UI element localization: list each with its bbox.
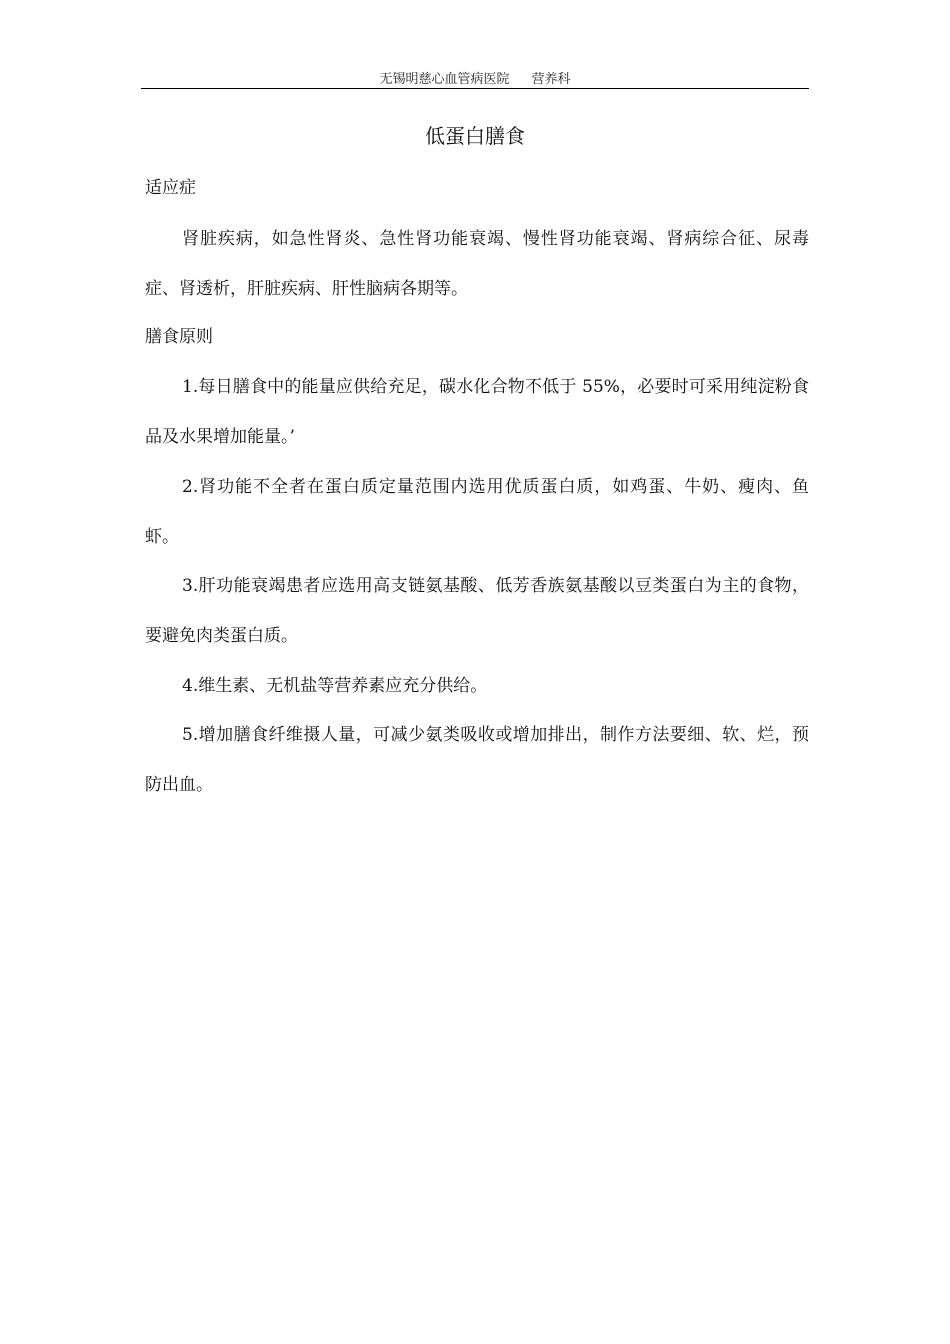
page-header <box>141 70 809 90</box>
hospital-name: 无锡明慈心血管病医院 <box>379 72 510 87</box>
department-name: 营养科 <box>531 72 571 87</box>
principle-item-4: 4.维生素、无机盐等营养素应充分供给。 <box>182 676 488 696</box>
principles-heading: 膳食原则 <box>145 327 213 347</box>
principle-item-2: 2.肾功能不全者在蛋白质定量范围内选用优质蛋白质，如鸡蛋、牛奶、瘦肉、鱼虾。 <box>145 477 809 547</box>
document-title: 低蛋白膳食 <box>425 124 525 148</box>
indications-heading: 适应症 <box>145 178 196 198</box>
principle-item-5: 5.增加膳食纤维摄人量，可减少氨类吸收或增加排出，制作方法要细、软、烂，预防出血。 <box>145 725 809 795</box>
principle-item-3: 3.肝功能衰竭患者应选用高支链氨基酸、低芳香族氨基酸以豆类蛋白为主的食物， 要避免肉类蛋白质。 <box>145 576 809 646</box>
principle-item-1: 1.每日膳食中的能量应供给充足，碳水化合物不低于 55%，必要时可采用纯淀粉食品及水果增加能量。’ <box>145 377 809 447</box>
header-divider <box>141 88 809 89</box>
indications-text: 肾脏疾病，如急性肾炎、急性肾功能衰竭、慢性肾功能衰竭、肾病综合征、尿毒症、肾透析，肝脏疾病、肝性脑病各期等。 <box>145 229 809 299</box>
